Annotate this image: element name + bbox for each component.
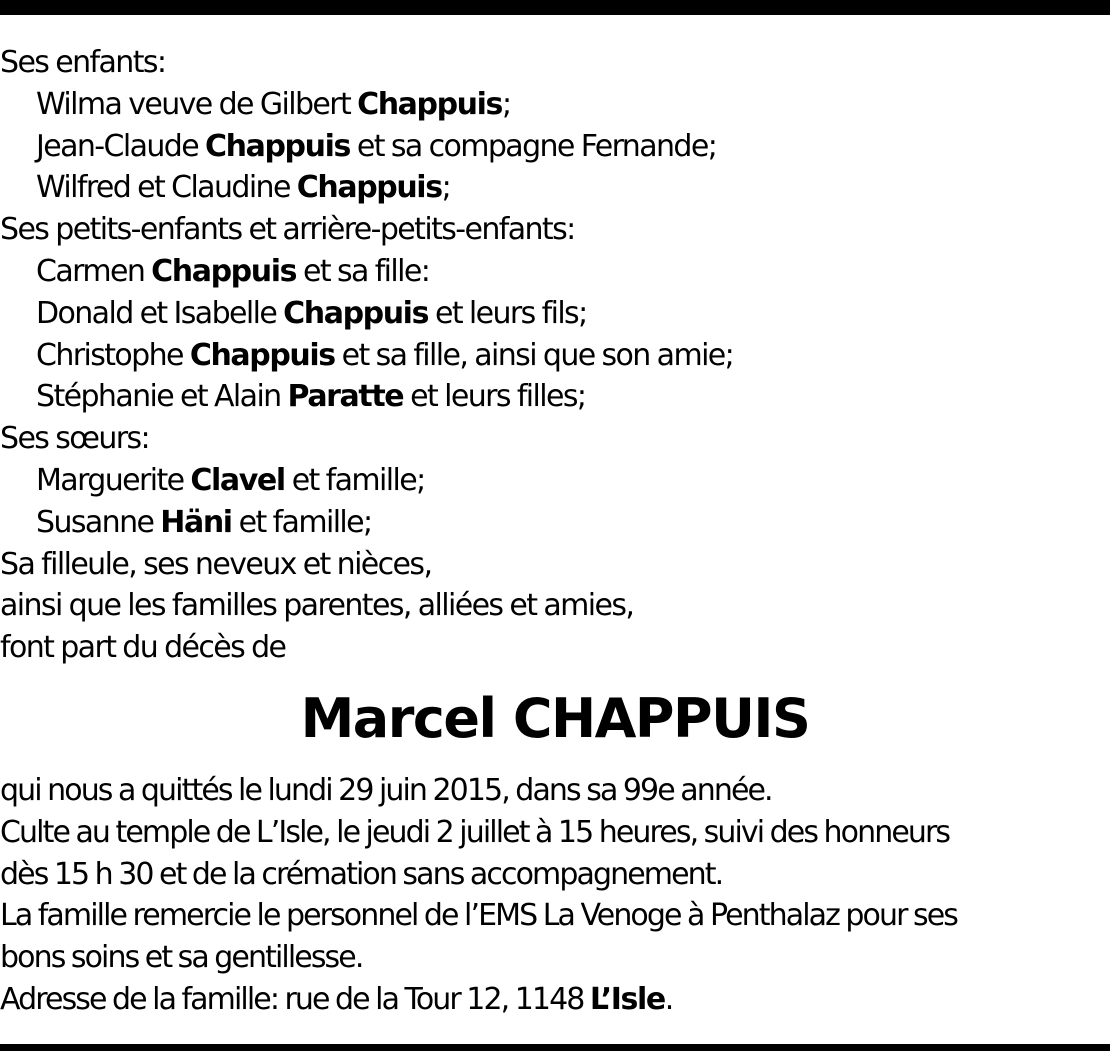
grandchild-line: Christophe Chappuis et sa fille, ainsi que son amie; [36, 337, 734, 373]
detail-line: dès 15 h 30 et de la crémation sans accompagnement. [0, 856, 723, 892]
surname: Chappuis [357, 86, 502, 122]
details-block [0, 770, 1110, 1021]
deceased-name: Marcel CHAPPUIS [300, 687, 810, 750]
child-line: Wilma veuve de Gilbert Chappuis; [36, 86, 511, 122]
closing-line: font part du décès de [0, 630, 286, 666]
children-heading: Ses enfants: [0, 45, 166, 80]
closing-line: Sa filleule, ses neveux et nièces, [0, 546, 432, 582]
sisters-heading: Ses sœurs: [0, 421, 150, 457]
surname: Chappuis [189, 337, 335, 373]
top-rule [0, 0, 1110, 15]
family-list [0, 42, 1110, 669]
surname: Clavel [190, 462, 285, 498]
child-line: Jean-Claude Chappuis et sa compagne Fernande; [36, 128, 717, 164]
detail-line: Culte au temple de L’Isle, le jeudi 2 juillet à 15 heures, suivi des honneurs [0, 814, 950, 850]
surname: Paratte [287, 379, 404, 415]
grandchild-line: Donald et Isabelle Chappuis et leurs fils; [36, 295, 587, 331]
family-address: Adresse de la famille: rue de la Tour 12, 1148 L’Isle. [0, 981, 673, 1017]
closing-line: ainsi que les familles parentes, alliées et amies, [0, 588, 634, 624]
detail-line: La famille remercie le personnel de l’EMS La Venoge à Penthalaz pour ses [0, 898, 957, 934]
grandchild-line: Stéphanie et Alain Paratte et leurs filles; [36, 379, 586, 415]
detail-line: qui nous a quittés le lundi 29 juin 2015, dans sa 99e année. [0, 773, 772, 808]
surname: Häni [160, 504, 232, 540]
bottom-rule [0, 1044, 1110, 1051]
surname: Chappuis [151, 253, 297, 289]
child-line: Wilfred et Claudine Chappuis; [36, 170, 451, 206]
detail-line: bons soins et sa gentillesse. [0, 940, 363, 976]
surname: Chappuis [296, 170, 442, 206]
sister-line: Susanne Häni et famille; [36, 504, 372, 540]
surname: Chappuis [283, 295, 429, 331]
grandchildren-heading: Ses petits-enfants et arrière-petits-enfants: [0, 212, 575, 248]
surname: Chappuis [205, 128, 350, 164]
grandchild-line: Carmen Chappuis et sa fille: [36, 253, 430, 289]
address-town: L’Isle [589, 981, 665, 1017]
sister-line: Marguerite Clavel et famille; [36, 462, 425, 498]
